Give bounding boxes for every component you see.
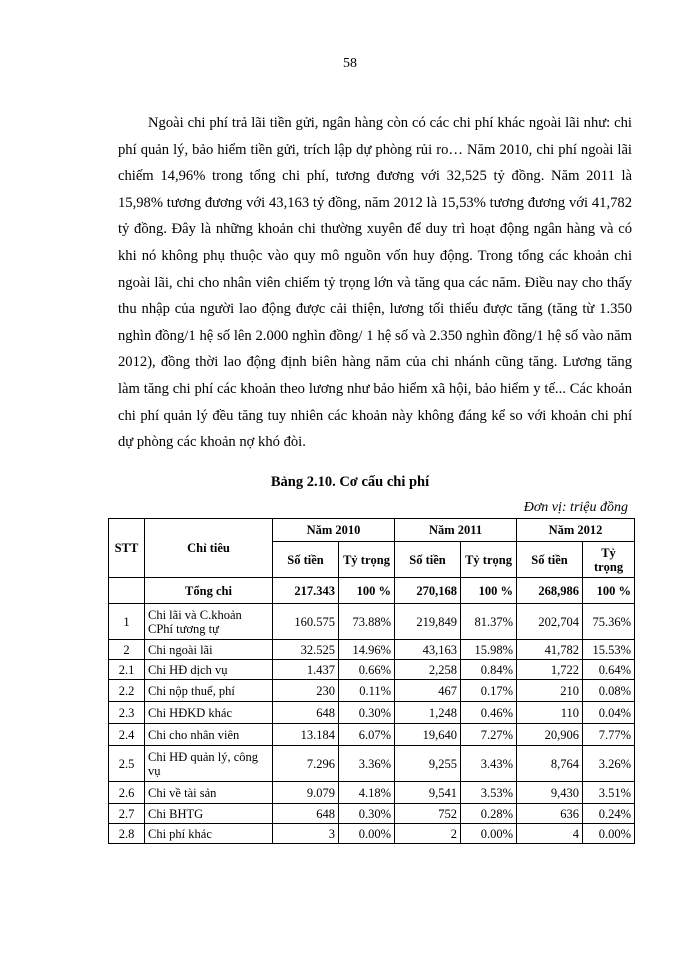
cell-ratio-2010: 0.66% — [339, 660, 395, 680]
table-row — [109, 724, 635, 746]
header-year-2011: Năm 2011 — [395, 519, 517, 542]
cell-stt — [109, 578, 145, 604]
cell-ratio-2011: 100 % — [461, 578, 517, 604]
cell-ratio-2012: 0.24% — [583, 804, 635, 824]
cell-stt: 2.2 — [109, 680, 145, 702]
cell-ratio-2011: 7.27% — [461, 724, 517, 746]
cell-amount-2012: 210 — [517, 680, 583, 702]
cell-indicator: Chi nộp thuế, phí — [145, 680, 273, 702]
cell-stt: 2.3 — [109, 702, 145, 724]
cell-indicator: Chi HĐ dịch vụ — [145, 660, 273, 680]
cell-indicator: Tổng chi — [145, 578, 273, 604]
cell-amount-2012: 41,782 — [517, 640, 583, 660]
cell-ratio-2011: 0.00% — [461, 824, 517, 844]
page-number: 58 — [343, 56, 357, 71]
table-total-row — [109, 578, 635, 604]
header-stt: STT — [109, 519, 145, 578]
cell-amount-2011: 1,248 — [395, 702, 461, 724]
cell-ratio-2010: 0.11% — [339, 680, 395, 702]
header-amount: Số tiền — [395, 542, 461, 578]
cell-amount-2011: 43,163 — [395, 640, 461, 660]
cell-amount-2011: 219,849 — [395, 604, 461, 640]
cell-stt: 2.6 — [109, 782, 145, 804]
cell-indicator: Chi lãi và C.khoản CPhí tương tự — [145, 604, 273, 640]
cell-ratio-2012: 100 % — [583, 578, 635, 604]
cell-stt: 2.7 — [109, 804, 145, 824]
cell-amount-2011: 467 — [395, 680, 461, 702]
cell-stt: 2.8 — [109, 824, 145, 844]
cell-ratio-2012: 3.26% — [583, 746, 635, 782]
cell-amount-2011: 9,255 — [395, 746, 461, 782]
cell-ratio-2010: 0.00% — [339, 824, 395, 844]
cell-ratio-2012: 7.77% — [583, 724, 635, 746]
cell-stt: 2.5 — [109, 746, 145, 782]
cell-ratio-2012: 0.64% — [583, 660, 635, 680]
cell-amount-2011: 2,258 — [395, 660, 461, 680]
cell-amount-2012: 202,704 — [517, 604, 583, 640]
cell-amount-2011: 270,168 — [395, 578, 461, 604]
cell-indicator: Chi HĐ quản lý, công vụ — [145, 746, 273, 782]
table-row — [109, 660, 635, 680]
table-row — [109, 824, 635, 844]
cell-ratio-2011: 3.53% — [461, 782, 517, 804]
cell-amount-2011: 19,640 — [395, 724, 461, 746]
cell-amount-2012: 1,722 — [517, 660, 583, 680]
cell-amount-2012: 8,764 — [517, 746, 583, 782]
cell-amount-2010: 9.079 — [273, 782, 339, 804]
table-row — [109, 640, 635, 660]
cell-amount-2010: 648 — [273, 804, 339, 824]
cell-amount-2011: 752 — [395, 804, 461, 824]
header-ratio: Tỷ trọng — [583, 542, 635, 578]
cell-stt: 2.1 — [109, 660, 145, 680]
body-paragraph: Ngoài chi phí trả lãi tiền gửi, ngân hàng còn có các chi phí khác ngoài lãi như: chi phí quản lý, bảo hiểm tiền gửi, trích lập dự phòng rủi ro… Năm 2010, chi phí ngoài lãi chiếm 14,96% trong tổng chi phí, tương đương với 32,525 tỷ đồng. Năm 2011 là 15,98% tương đương với 43,163 tỷ đồng, năm 2012 là 15,53% tương đương với 41,782 tỷ đồng. Đây là những khoản chi thường xuyên để duy trì hoạt động ngân hàng và có khi nó không phụ thuộc vào quy mô nguồn vốn huy động. Trong tổng các khoản chi ngoài lãi, chi cho nhân viên chiếm tỷ trọng lớn và tăng qua các năm. Điều nay cho thấy thu nhập của người lao động được cải thiện, lương tối thiểu được tăng (tăng từ 1.350 nghìn đồng/1 hệ số lên 2.000 nghìn đồng/ 1 hệ số và 2.350 nghìn đồng/1 hệ số vào năm 2012), đồng thời lao động định biên hàng năm của chi nhánh cũng tăng. Lương tăng làm tăng chi phí các khoản theo lương như bảo hiểm xã hội, bảo hiểm y tế... Các khoản chi phí quản lý đều tăng tuy nhiên các khoản này không đáng kể so với khoản chi phí dự phòng các khoản nợ khó đòi. — [118, 115, 632, 451]
table-row — [109, 680, 635, 702]
cell-ratio-2012: 0.04% — [583, 702, 635, 724]
cell-ratio-2011: 0.17% — [461, 680, 517, 702]
cell-ratio-2010: 0.30% — [339, 804, 395, 824]
table-row — [109, 782, 635, 804]
cell-amount-2010: 3 — [273, 824, 339, 844]
cell-ratio-2010: 4.18% — [339, 782, 395, 804]
cell-ratio-2010: 14.96% — [339, 640, 395, 660]
cell-amount-2010: 1.437 — [273, 660, 339, 680]
table-row — [109, 702, 635, 724]
cell-amount-2010: 7.296 — [273, 746, 339, 782]
cell-amount-2011: 9,541 — [395, 782, 461, 804]
cell-ratio-2010: 0.30% — [339, 702, 395, 724]
cell-ratio-2010: 73.88% — [339, 604, 395, 640]
cell-amount-2010: 230 — [273, 680, 339, 702]
cell-ratio-2010: 3.36% — [339, 746, 395, 782]
cell-indicator: Chi HĐKD khác — [145, 702, 273, 724]
header-year-2010: Năm 2010 — [273, 519, 395, 542]
cell-amount-2012: 636 — [517, 804, 583, 824]
cell-ratio-2010: 100 % — [339, 578, 395, 604]
cell-ratio-2012: 3.51% — [583, 782, 635, 804]
cell-ratio-2012: 0.08% — [583, 680, 635, 702]
cell-ratio-2011: 0.84% — [461, 660, 517, 680]
cell-stt: 2 — [109, 640, 145, 660]
header-ratio: Tỷ trọng — [339, 542, 395, 578]
cell-indicator: Chi cho nhân viên — [145, 724, 273, 746]
cell-indicator: Chi về tài sản — [145, 782, 273, 804]
cell-ratio-2012: 15.53% — [583, 640, 635, 660]
cell-ratio-2011: 0.46% — [461, 702, 517, 724]
cell-indicator: Chi ngoài lãi — [145, 640, 273, 660]
header-indicator: Chỉ tiêu — [145, 519, 273, 578]
cell-stt: 1 — [109, 604, 145, 640]
cell-ratio-2011: 81.37% — [461, 604, 517, 640]
cell-amount-2011: 2 — [395, 824, 461, 844]
table-title: Bảng 2.10. Cơ cấu chi phí — [270, 474, 430, 490]
table-row — [109, 746, 635, 782]
cell-amount-2012: 268,986 — [517, 578, 583, 604]
cell-amount-2012: 4 — [517, 824, 583, 844]
cell-amount-2012: 20,906 — [517, 724, 583, 746]
cell-ratio-2011: 3.43% — [461, 746, 517, 782]
cell-amount-2012: 9,430 — [517, 782, 583, 804]
cell-indicator: Chi phí khác — [145, 824, 273, 844]
cell-ratio-2011: 0.28% — [461, 804, 517, 824]
cell-amount-2010: 32.525 — [273, 640, 339, 660]
cell-ratio-2010: 6.07% — [339, 724, 395, 746]
cell-stt: 2.4 — [109, 724, 145, 746]
header-amount: Số tiền — [517, 542, 583, 578]
cell-ratio-2012: 0.00% — [583, 824, 635, 844]
table-row — [109, 804, 635, 824]
cell-amount-2010: 648 — [273, 702, 339, 724]
cell-amount-2012: 110 — [517, 702, 583, 724]
cell-amount-2010: 217.343 — [273, 578, 339, 604]
cell-indicator: Chi BHTG — [145, 804, 273, 824]
cell-ratio-2011: 15.98% — [461, 640, 517, 660]
cost-structure-table — [108, 518, 635, 844]
header-year-2012: Năm 2012 — [517, 519, 635, 542]
cell-ratio-2012: 75.36% — [583, 604, 635, 640]
header-amount: Số tiền — [273, 542, 339, 578]
header-ratio: Tỷ trọng — [461, 542, 517, 578]
table-row — [109, 604, 635, 640]
cell-amount-2010: 13.184 — [273, 724, 339, 746]
cell-amount-2010: 160.575 — [273, 604, 339, 640]
unit-note: Đơn vị: triệu đồng — [523, 500, 628, 515]
